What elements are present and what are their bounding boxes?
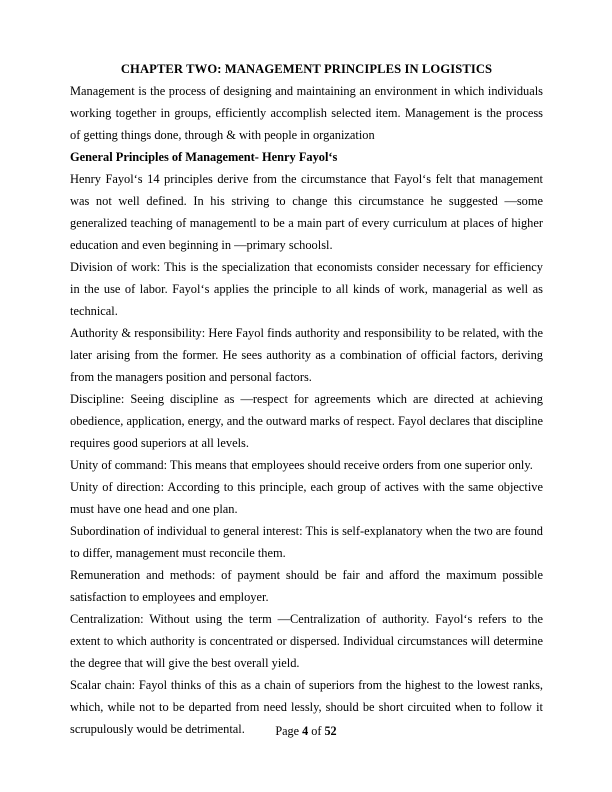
page-footer bbox=[0, 722, 612, 740]
document-body bbox=[70, 58, 543, 740]
footer-current-page: 4 bbox=[302, 724, 309, 738]
paragraph-remuneration: Remuneration and methods: of payment should be fair and afford the maximum possible satisfaction to employees and employer. bbox=[70, 568, 543, 604]
paragraph-discipline: Discipline: Seeing discipline as —respect for agreements which are directed at achieving obedience, application, energy, and the outward marks of respect. Fayol declares that discipline requires good superiors at all levels. bbox=[70, 392, 543, 450]
page-title: CHAPTER TWO: MANAGEMENT PRINCIPLES IN LOGISTICS bbox=[120, 62, 493, 76]
paragraph-authority-responsibility: Authority & responsibility: Here Fayol finds authority and responsibility to be related, with the later arising from the former. He sees authority as a combination of official factors, deriving from the managers position and personal factors. bbox=[70, 326, 543, 384]
paragraph-fayol-intro: Henry Fayol‘s 14 principles derive from the circumstance that Fayol‘s felt that management was not well defined. In his striving to change this circumstance he suggested —some generalized teaching of managementl to be a main part of every curriculum at places of higher education and even beginning in —primary schoolsl. bbox=[70, 172, 543, 252]
paragraph-division-of-work: Division of work: This is the specialization that economists consider necessary for efficiency in the use of labor. Fayol‘s applies the principle to all kinds of work, managerial as well as technical. bbox=[70, 260, 543, 318]
paragraph-centralization: Centralization: Without using the term —Centralization of authority. Fayol‘s refers to the extent to which authority is concentrated or dispersed. Individual circumstances will determine the degree that will give the best overall yield. bbox=[70, 612, 543, 670]
paragraph-scalar-chain: Scalar chain: Fayol thinks of this as a chain of superiors from the highest to the lowest ranks, which, while not to be departed from need lessly, should be short circuited when to follow it scrupulously would be detrimental. bbox=[70, 678, 543, 736]
footer-total-pages: 52 bbox=[324, 724, 337, 738]
paragraph-unity-of-command: Unity of command: This means that employees should receive orders from one superior only. bbox=[70, 458, 533, 472]
footer-page-prefix: Page bbox=[275, 724, 303, 738]
paragraph-subordination: Subordination of individual to general interest: This is self-explanatory when the two are found to differ, management must reconcile them. bbox=[70, 524, 543, 560]
footer-page-separator: of bbox=[308, 724, 325, 738]
paragraph-intro: Management is the process of designing and maintaining an environment in which individuals working together in groups, efficiently accomplish selected item. Management is the process of getting things done, through & with people in organization bbox=[70, 84, 543, 142]
paragraph-unity-of-direction: Unity of direction: According to this principle, each group of actives with the same objective must have one head and one plan. bbox=[70, 480, 543, 516]
section-heading-general-principles: General Principles of Management- Henry Fayol‘s bbox=[70, 150, 338, 164]
